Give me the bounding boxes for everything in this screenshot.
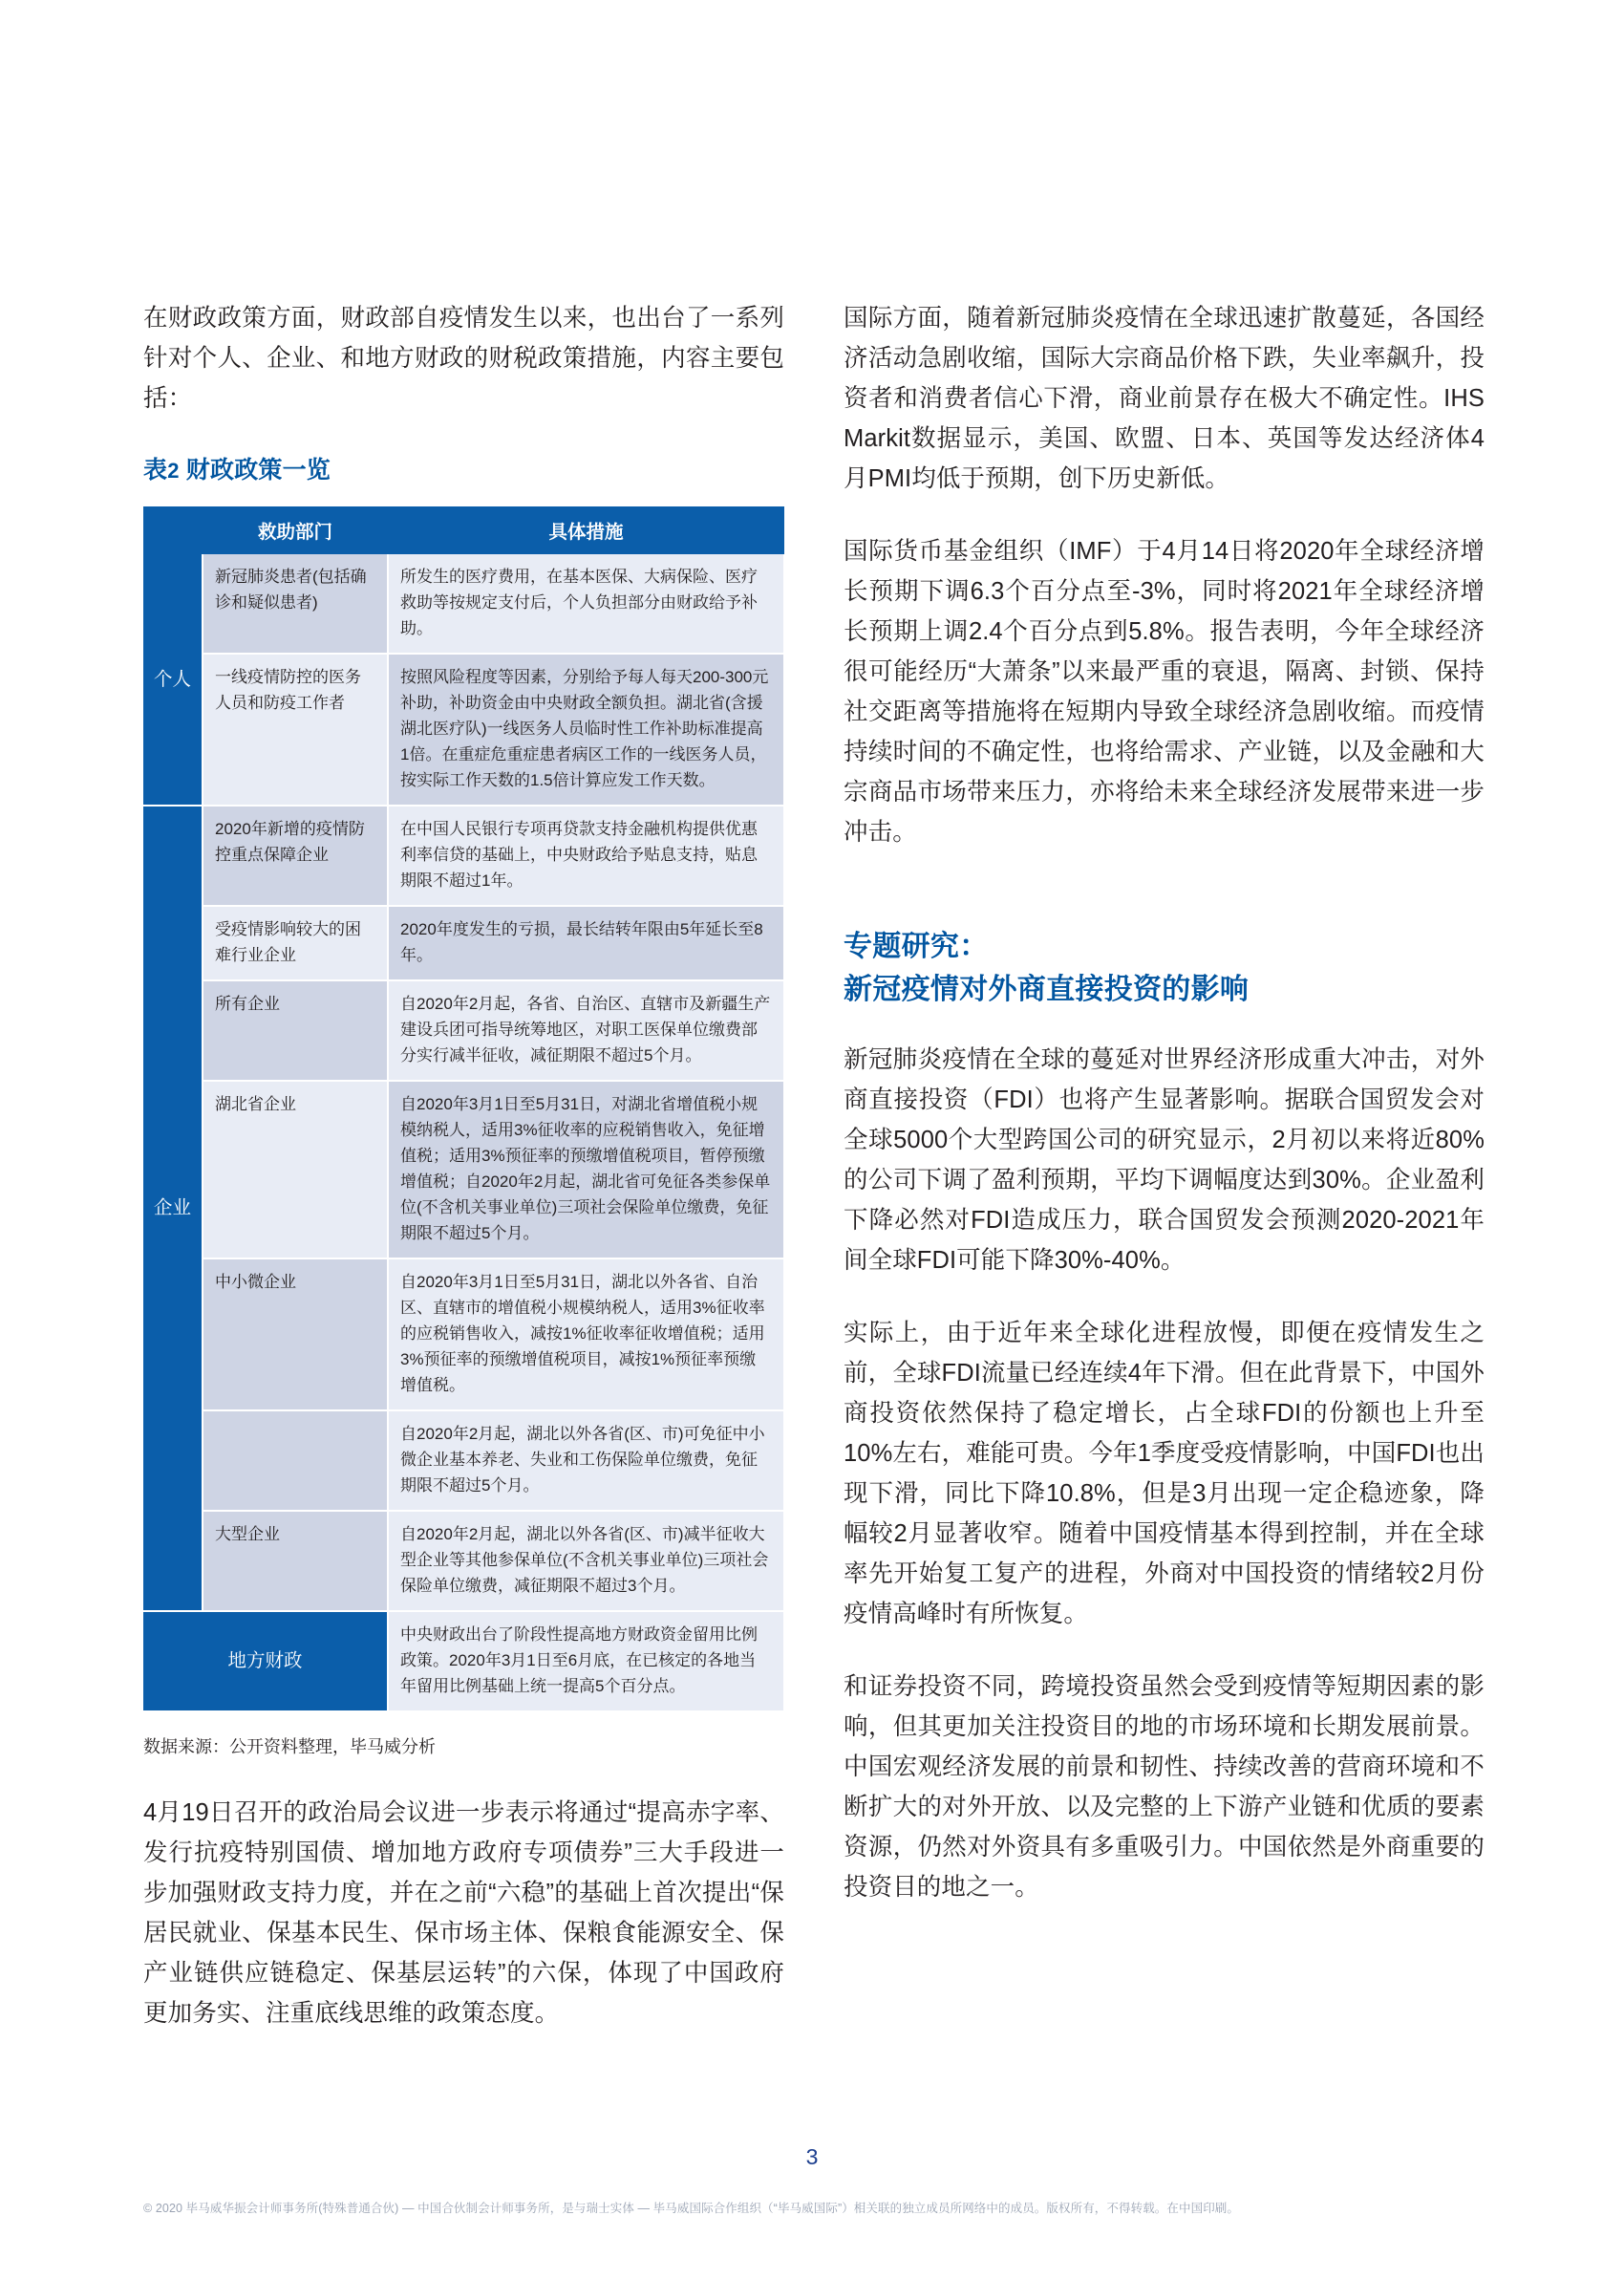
row-measure: 自2020年2月起，各省、自治区、直辖市及新疆生产建设兵团可指导统筹地区，对职工医保单位缴费部分实行减半征收，减征期限不超过5个月。 xyxy=(388,980,784,1081)
right-column xyxy=(844,298,1485,2033)
row-department: 2020年新增的疫情防控重点保障企业 xyxy=(203,806,388,906)
table-row xyxy=(143,1511,784,1611)
row-measure: 在中国人民银行专项再贷款支持金融机构提供优惠利率信贷的基础上，中央财政给予贴息支持，贴息期限不超过1年。 xyxy=(388,806,784,906)
international-overview-paragraph: 国际方面，随着新冠肺炎疫情在全球迅速扩散蔓延，各国经济活动急剧收缩，国际大宗商品价格下跌，失业率飙升，投资者和消费者信心下滑，商业前景存在极大不确定性。IHS Markit数据显示，美国、欧盟、日本、英国等发达经济体4月PMI均低于预期，创下历史新低。 xyxy=(844,305,1485,492)
row-department: 受疫情影响较大的困难行业企业 xyxy=(203,906,388,980)
table-row xyxy=(143,1258,784,1410)
row-department: 新冠肺炎患者(包括确诊和疑似患者) xyxy=(203,554,388,654)
table-title xyxy=(143,451,784,485)
table-row xyxy=(143,1611,784,1711)
row-measure: 按照风险程度等因素，分别给予每人每天200-300元补助，补助资金由中央财政全额负担。湖北省(含援湖北医疗队)一线医务人员临时性工作补助标准提高1倍。在重症危重症患者病区工作的一线医务人员，按实际工作天数的1.5倍计算应发工作天数。 xyxy=(388,654,784,806)
table-row xyxy=(143,654,784,806)
row-measure: 自2020年2月起，湖北以外各省(区、市)减半征收大型企业等其他参保单位(不含机关事业单位)三项社会保险单位缴费，减征期限不超过3个月。 xyxy=(388,1511,784,1611)
section-heading-line-2: 新冠疫情对外商直接投资的影响 xyxy=(844,974,1250,1005)
row-department: 所有企业 xyxy=(203,980,388,1081)
fdi-impact-paragraph: 新冠肺炎疫情在全球的蔓延对世界经济形成重大冲击，对外商直接投资（FDI）也将产生显著影响。据联合国贸发会对全球5000个大型跨国公司的研究显示，2月初以来将近80%的公司下调了盈利预期，平均下调幅度达到30%。企业盈利下降必然对FDI造成压力，联合国贸发会预测2020-2021年间全球FDI可能下降30%-40%。 xyxy=(844,1046,1485,1274)
table-row xyxy=(143,980,784,1081)
group-label-individual: 个人 xyxy=(143,554,203,806)
left-column xyxy=(143,298,784,2033)
section-heading-line-1: 专题研究： xyxy=(844,931,989,962)
table-row xyxy=(143,1410,784,1511)
footer-legal-notice: © 2020 毕马威华振会计师事务所(特殊普通合伙) — 中国合伙制会计师事务所，是与瑞士实体 — 毕马威国际合作组织（“毕马威国际”）相关联的独立成员所网络中的成员。版权所有，不得转载。在中国印刷。 xyxy=(143,2202,1240,2215)
row-department: 大型企业 xyxy=(203,1511,388,1611)
two-column-layout xyxy=(143,298,1485,2033)
table-row xyxy=(143,554,784,654)
table-row xyxy=(143,1081,784,1258)
table-title-prefix: 表 xyxy=(143,457,168,484)
row-measure: 自2020年3月1日至5月31日，湖北以外各省、自治区、直辖市的增值税小规模纳税人，适用3%征收率的应税销售收入，减按1%征收率征收增值税；适用3%预征率的预缴增值税项目，减按1%预征率预缴增值税。 xyxy=(388,1258,784,1410)
row-department xyxy=(203,1410,388,1511)
intro-paragraph: 在财政政策方面，财政部自疫情发生以来，也出台了一系列针对个人、企业、和地方财政的财税政策措施，内容主要包括： xyxy=(143,305,784,412)
table-title-text: 财政政策一览 xyxy=(185,457,331,484)
fiscal-policy-table xyxy=(143,506,785,1712)
table-source-note: 数据来源：公开资料整理，毕马威分析 xyxy=(143,1737,436,1756)
row-measure: 所发生的医疗费用，在基本医保、大病保险、医疗救助等按规定支付后，个人负担部分由财政给予补助。 xyxy=(388,554,784,654)
page-number: 3 xyxy=(805,2144,819,2169)
table-row xyxy=(143,906,784,980)
row-department: 中小微企业 xyxy=(203,1258,388,1410)
row-measure: 中央财政出台了阶段性提高地方财政资金留用比例政策。2020年3月1日至6月底，在已核定的各地当年留用比例基础上统一提高5个百分点。 xyxy=(388,1611,784,1711)
table-title-number: 2 xyxy=(167,459,180,483)
row-department: 湖北省企业 xyxy=(203,1081,388,1258)
cross-border-investment-paragraph: 和证券投资不同，跨境投资虽然会受到疫情等短期因素的影响，但其更加关注投资目的地的市场环境和长期发展前景。中国宏观经济发展的前景和韧性、持续改善的营商环境和不断扩大的对外开放、以及完整的上下游产业链和优质的要素资源，仍然对外资具有多重吸引力。中国依然是外商重要的投资目的地之一。 xyxy=(844,1673,1485,1901)
table-header-measures: 具体措施 xyxy=(388,506,784,554)
china-fdi-paragraph: 实际上，由于近年来全球化进程放慢，即便在疫情发生之前，全球FDI流量已经连续4年下滑。但在此背景下，中国外商投资依然保持了稳定增长，占全球FDI的份额也上升至10%左右，难能可贵。今年1季度受疫情影响，中国FDI也出现下滑，同比下降10.8%，但是3月出现一定企稳迹象，降幅较2月显著收窄。随着中国疫情基本得到控制，并在全球率先开始复工复产的进程，外商对中国投资的情绪较2月份疫情高峰时有所恢复。 xyxy=(844,1320,1485,1627)
group-label-local-finance: 地方财政 xyxy=(143,1611,388,1711)
closing-paragraph: 4月19日召开的政治局会议进一步表示将通过“提高赤字率、发行抗疫特别国债、增加地方政府专项债券”三大手段进一步加强财政支持力度，并在之前“六稳”的基础上首次提出“保居民就业、保基本民生、保市场主体、保粮食能源安全、保产业链供应链稳定、保基层运转”的六保，体现了中国政府更加务实、注重底线思维的政策态度。 xyxy=(143,1799,784,2027)
row-measure: 自2020年3月1日至5月31日，对湖北省增值税小规模纳税人，适用3%征收率的应税销售收入，免征增值税；适用3%预征率的预缴增值税项目，暂停预缴增值税；自2020年2月起，湖北省可免征各类参保单位(不含机关事业单位)三项社会保险单位缴费，免征期限不超过5个月。 xyxy=(388,1081,784,1258)
section-heading xyxy=(844,925,1485,1011)
group-label-enterprise: 企业 xyxy=(143,806,203,1611)
row-measure: 自2020年2月起，湖北以外各省(区、市)可免征中小微企业基本养老、失业和工伤保险单位缴费，免征期限不超过5个月。 xyxy=(388,1410,784,1511)
table-header-row xyxy=(143,506,784,554)
imf-forecast-paragraph: 国际货币基金组织（IMF）于4月14日将2020年全球经济增长预期下调6.3个百分点至-3%，同时将2021年全球经济增长预期上调2.4个百分点到5.8%。报告表明，今年全球经济很可能经历“大萧条”以来最严重的衰退，隔离、封锁、保持社交距离等措施将在短期内导致全球经济急剧收缩。而疫情持续时间的不确定性，也将给需求、产业链，以及金融和大宗商品市场带来压力，亦将给未来全球经济发展带来进一步冲击。 xyxy=(844,538,1485,846)
table-header-department: 救助部门 xyxy=(203,506,388,554)
row-department: 一线疫情防控的医务人员和防疫工作者 xyxy=(203,654,388,806)
table-header-group-spacer xyxy=(143,506,203,554)
table-row xyxy=(143,806,784,906)
row-measure: 2020年度发生的亏损，最长结转年限由5年延长至8年。 xyxy=(388,906,784,980)
heading-spacer xyxy=(844,885,1485,925)
